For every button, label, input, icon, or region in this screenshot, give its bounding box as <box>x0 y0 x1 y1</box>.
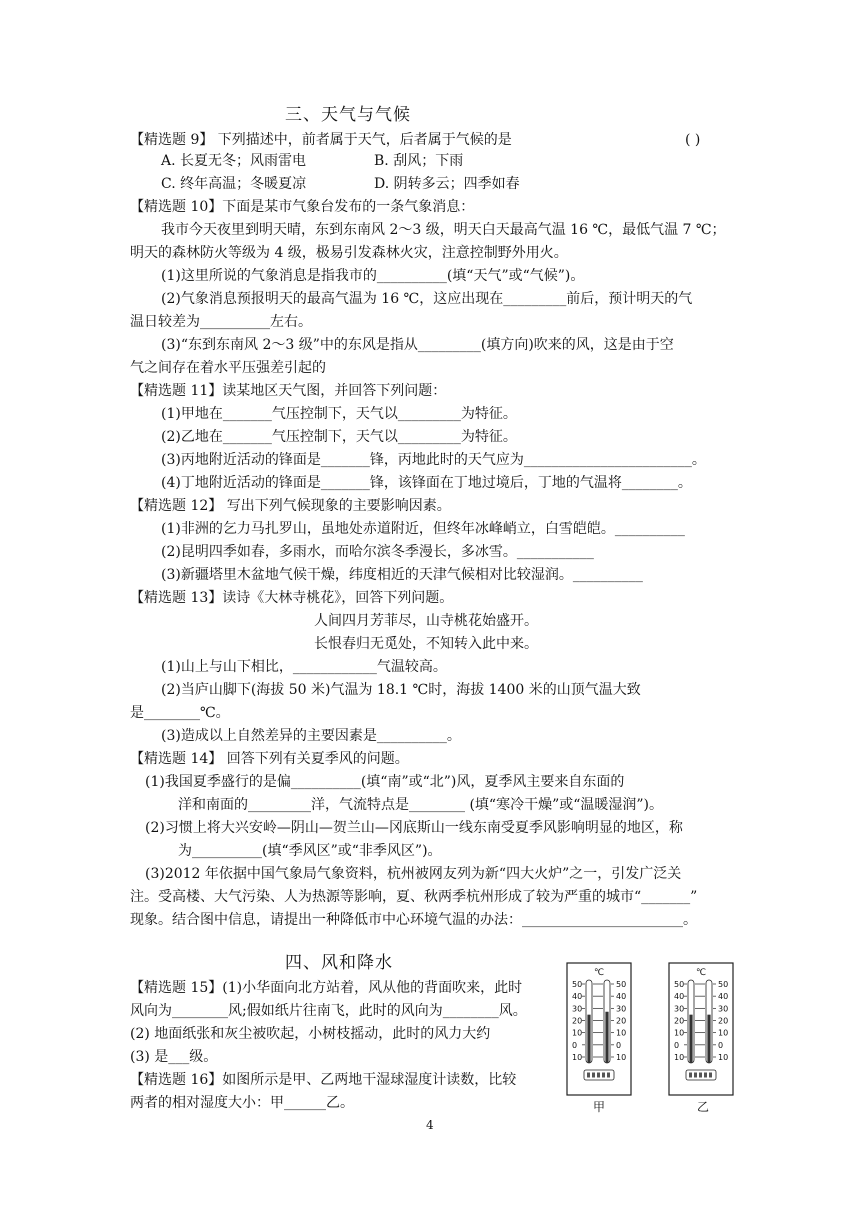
question-13: 【精选题 13】读诗《大林寺桃花》，回答下列问题。 <box>130 590 454 606</box>
bulb-slot <box>602 1073 605 1078</box>
wet-bulb-tube-mercury <box>707 1015 710 1063</box>
q13-sub-2-line-1: (2)当庐山脚下(海拔 50 米)气温为 18.1 ℃时，海拔 1400 米的山顶气温大致 <box>161 682 641 698</box>
question-9: 【精选题 9】 下列描述中，前者属于天气，后者属于气候的是 <box>130 132 512 148</box>
q14-sub-2-line-1: (2)习惯上将大兴安岭—阴山—贺兰山—冈底斯山一线东南受夏季风影响明显的地区，称 <box>145 820 683 836</box>
question-14: 【精选题 14】 回答下列有关夏季风的问题。 <box>130 751 409 767</box>
section-title-weather-climate: 三、天气与气候 <box>285 105 411 125</box>
dry-bulb-tube-mercury <box>587 1015 590 1063</box>
unit-label: ℃ <box>695 968 707 978</box>
q15-sub-3: (3) 是___级。 <box>130 1049 218 1065</box>
bulb-slot <box>597 1073 600 1078</box>
bulb-slot <box>694 1073 697 1078</box>
bulb-slot <box>587 1073 590 1078</box>
q10-sub-3-line-1: (3)“东到东南风 2～3 级”中的东风是指从_________(填方向)吹来的风，这是由于空 <box>161 337 674 353</box>
q12-sub-3: (3)新疆塔里木盆地气候干燥，纬度相近的天津气候相对比较湿润。__________ <box>161 567 643 583</box>
scale-right-tick: 10 <box>718 1028 729 1038</box>
scale-left-tick: 10 <box>674 1053 685 1062</box>
question-12: 【精选题 12】 写出下列气候现象的主要影响因素。 <box>130 498 451 514</box>
scale-left-tick: 40 <box>674 992 685 1002</box>
scale-right-tick: 40 <box>616 992 627 1002</box>
bulb-slot <box>704 1073 707 1078</box>
scale-left-tick: 30 <box>674 1004 685 1014</box>
scale-left-tick: 50 <box>572 980 583 989</box>
unit-label: ℃ <box>593 968 605 978</box>
q14-sub-2-line-2: 为__________(填“季风区”或“非季风区”)。 <box>178 843 442 859</box>
option-a: A. 长夏无冬；风雨雷电 <box>161 153 307 169</box>
scale-right-tick: 10 <box>616 1028 627 1038</box>
scale-left-tick: 40 <box>572 992 583 1002</box>
hygrometer-jia <box>566 962 632 1096</box>
caption-jia: 甲 <box>593 1100 606 1114</box>
bulb-slot <box>607 1073 610 1078</box>
q14-sub-1-line-1: (1)我国夏季盛行的是偏__________(填“南”或“北”)风，夏季风主要来自东面的 <box>145 774 625 790</box>
q11-sub-3: (3)丙地附近活动的锋面是_______锋，丙地此时的天气应为________________________。 <box>161 452 706 468</box>
scale-right-tick: 10 <box>718 1053 729 1062</box>
caption-yi: 乙 <box>697 1100 710 1114</box>
scale-left-tick: 10 <box>572 1028 583 1038</box>
scale-left-tick: 10 <box>572 1053 583 1062</box>
option-c: C. 终年高温；冬暖夏凉 <box>161 176 307 192</box>
q11-sub-4: (4)丁地附近活动的锋面是_______锋，该锋面在丁地过境后，丁地的气温将________。 <box>161 475 692 491</box>
question-10: 【精选题 10】下面是某市气象台发布的一条气象消息： <box>130 199 475 215</box>
bulb-slot <box>689 1073 692 1078</box>
scale-left-tick: 20 <box>572 1016 583 1026</box>
scale-left-tick: 0 <box>572 1040 578 1050</box>
question-15-line-2: 风向为________风;假如纸片往南飞，此时的风向为________风。 <box>130 1003 527 1019</box>
scale-right-tick: 0 <box>616 1040 622 1050</box>
bulb-slot <box>592 1073 595 1078</box>
scale-right-tick: 0 <box>718 1040 724 1050</box>
q13-sub-3: (3)造成以上自然差异的主要因素是__________。 <box>161 728 461 744</box>
q10-sub-2-line-1: (2)气象消息预报明天的最高气温为 16 ℃，这应出现在_________前后，预计明天的气 <box>161 291 693 307</box>
scale-left-tick: 20 <box>674 1016 685 1026</box>
poem-line-1: 人间四月芳菲尽，山寺桃花始盛开。 <box>314 613 538 629</box>
scale-right-tick: 30 <box>616 1004 627 1014</box>
q10-sub-2-line-2: 温日较差为__________左右。 <box>130 314 312 330</box>
q14-sub-3-line-3: 现象。结合图中信息，请提出一种降低市中心环境气温的办法：_______________________。 <box>130 912 697 928</box>
q15-sub-2: (2) 地面纸张和灰尘被吹起，小树枝摇动，此时的风力大约 <box>130 1026 491 1042</box>
scale-left-tick: 50 <box>674 980 685 989</box>
q10-sub-3-line-2: 气之间存在着水平压强差引起的 <box>130 360 326 376</box>
scale-left-tick: 0 <box>674 1040 680 1050</box>
scale-right-tick: 40 <box>718 992 729 1002</box>
scale-right-tick: 50 <box>616 980 627 989</box>
scale-right-tick: 20 <box>718 1016 729 1026</box>
answer-paren: ( ) <box>685 132 701 148</box>
q14-sub-1-line-2: 洋和南面的_________洋，气流特点是________ (填“寒冷干燥”或“温暖湿润”)。 <box>178 797 664 813</box>
weather-message-line-1: 我市今天夜里到明天晴，东到东南风 2～3 级，明天白天最高气温 16 ℃，最低气温 7 ℃； <box>161 222 726 238</box>
q10-sub-1: (1)这里所说的气象消息是指我市的__________(填“天气”或“气候”)。 <box>161 268 585 284</box>
hygrometer-yi-drawing <box>668 962 734 1096</box>
page-number: 4 <box>426 1118 434 1132</box>
wet-bulb-tube-mercury <box>605 1012 608 1063</box>
weather-message-line-2: 明天的森林防火等级为 4 级，极易引发森林火灾，注意控制野外用火。 <box>130 245 568 261</box>
scale-left-tick: 10 <box>674 1028 685 1038</box>
q11-sub-1: (1)甲地在_______气压控制下，天气以_________为特征。 <box>161 406 517 422</box>
dry-bulb-tube-mercury <box>689 1015 692 1063</box>
scale-right-tick: 10 <box>616 1053 627 1062</box>
q13-sub-2-line-2: 是________℃。 <box>130 705 230 721</box>
bulb-slot <box>709 1073 712 1078</box>
hygrometer-yi <box>668 962 734 1096</box>
question-15-line-1: 【精选题 15】(1)小华面向北方站着，风从他的背面吹来，此时 <box>130 980 523 996</box>
scale-left-tick: 30 <box>572 1004 583 1014</box>
question-16-line-2: 两者的相对湿度大小：甲______乙。 <box>130 1095 354 1111</box>
option-b: B. 刮风；下雨 <box>374 153 464 169</box>
scale-right-tick: 30 <box>718 1004 729 1014</box>
scale-right-tick: 50 <box>718 980 729 989</box>
bulb-slot <box>699 1073 702 1078</box>
q12-sub-1: (1)非洲的乞力马扎罗山，虽地处赤道附近，但终年冰峰峭立，白雪皑皑。__________ <box>161 521 685 537</box>
q11-sub-2: (2)乙地在_______气压控制下，天气以_________为特征。 <box>161 429 517 445</box>
question-16-line-1: 【精选题 16】如图所示是甲、乙两地干湿球湿度计读数，比较 <box>130 1072 517 1088</box>
option-d: D. 阴转多云；四季如春 <box>374 176 520 192</box>
q12-sub-2: (2)昆明四季如春，多雨水，而哈尔滨冬季漫长，多冰雪。___________ <box>161 544 594 560</box>
hygrometer-jia-drawing <box>566 962 632 1096</box>
q14-sub-3-line-2: 注。受高楼、大气污染、人为热源等影响，夏、秋两季杭州形成了较为严重的城市“_______” <box>130 889 698 905</box>
q14-sub-3-line-1: (3)2012 年依据中国气象局气象资料，杭州被网友列为新“四大火炉”之一，引发广泛关 <box>145 866 682 882</box>
scale-right-tick: 20 <box>616 1016 627 1026</box>
q13-sub-1: (1)山上与山下相比，____________气温较高。 <box>161 659 447 675</box>
poem-line-2: 长恨春归无觅处，不知转入此中来。 <box>314 636 538 652</box>
question-11: 【精选题 11】读某地区天气图，并回答下列问题： <box>130 383 447 399</box>
section-title-wind-rain: 四、风和降水 <box>285 953 393 973</box>
